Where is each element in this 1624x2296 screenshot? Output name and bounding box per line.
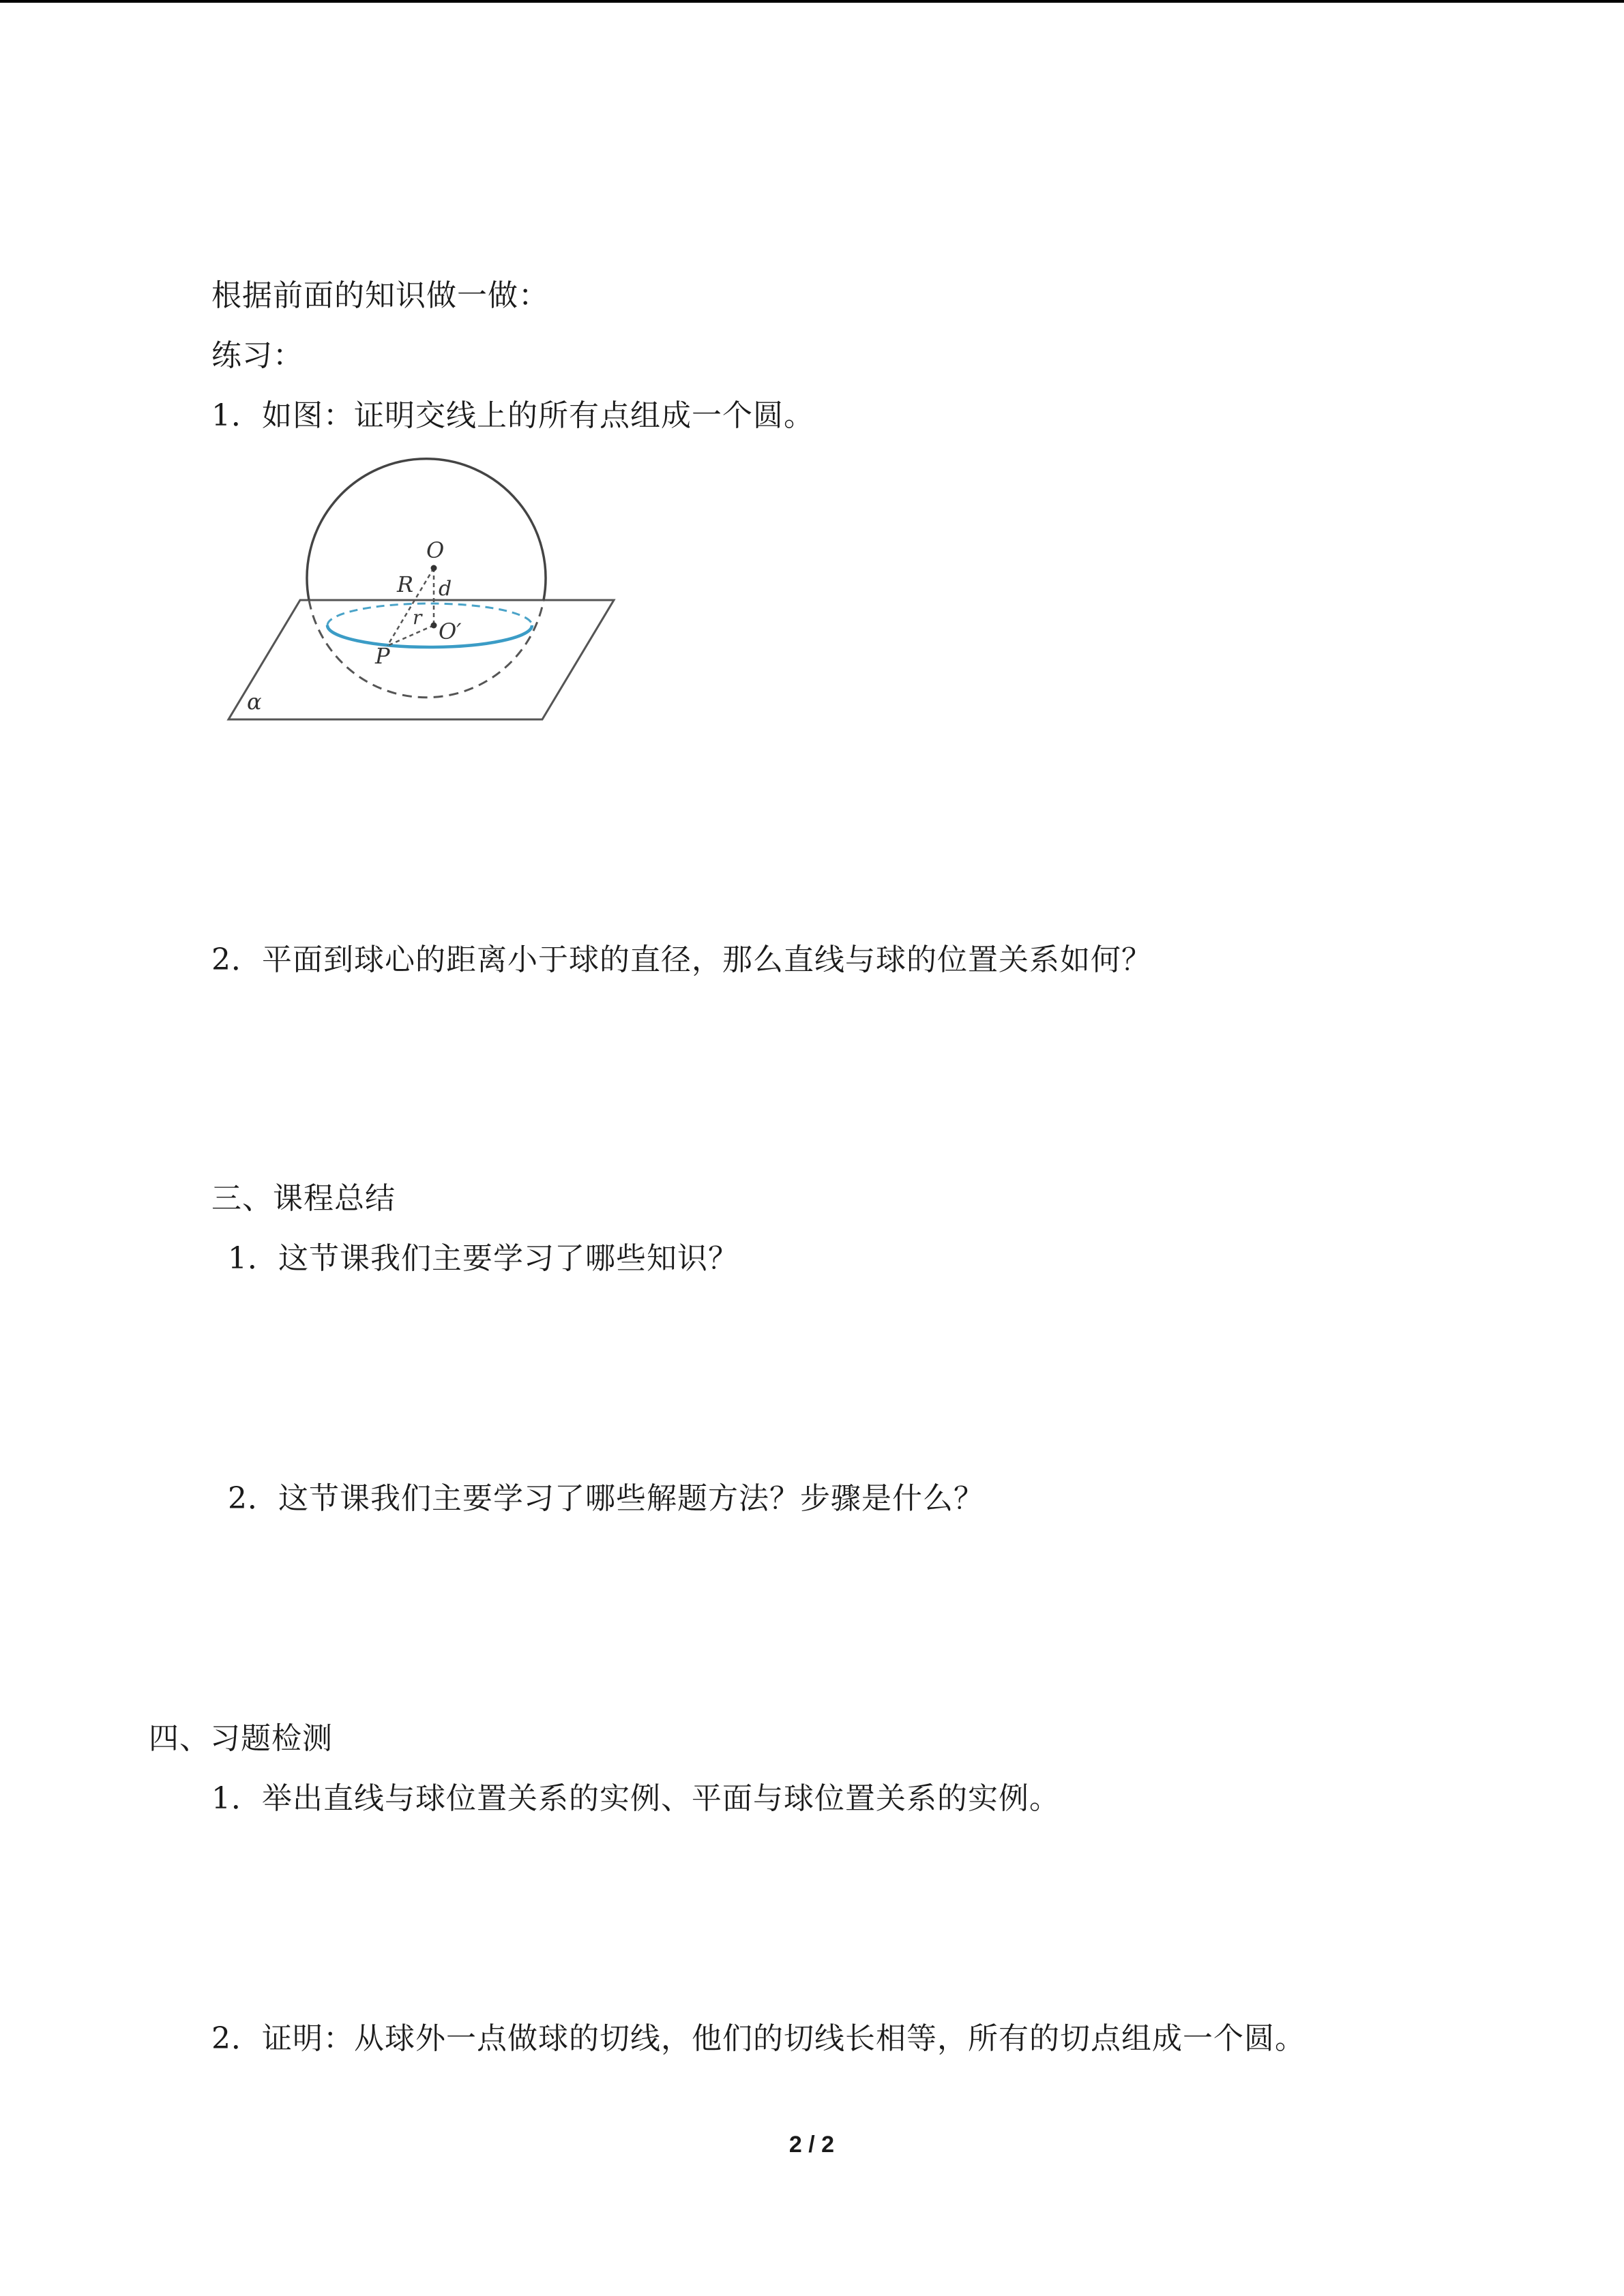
label-alpha: α — [247, 689, 262, 715]
practice-question-2: 2．平面到球心的距离小于球的直径，那么直线与球的位置关系如何？ — [211, 942, 1152, 977]
exercise-question-1: 1．举出直线与球位置关系的实例、平面与球位置关系的实例。 — [211, 1781, 1060, 1816]
label-R: R — [397, 571, 414, 597]
summary-heading: 三、课程总结 — [211, 1181, 396, 1216]
top-border-line — [0, 0, 1624, 3]
practice-question-1: 1．如图：证明交线上的所有点组成一个圆。 — [211, 398, 814, 433]
label-d: d — [439, 577, 452, 601]
exercise-heading: 四、习题检测 — [149, 1721, 333, 1756]
label-P: P — [375, 643, 390, 669]
summary-question-1: 1．这节课我们主要学习了哪些知识？ — [228, 1241, 739, 1276]
sphere-plane-figure — [205, 447, 628, 733]
intro-text: 根据前面的知识做一做： — [211, 278, 549, 313]
label-O: O — [426, 537, 445, 563]
page-number: 2 / 2 — [788, 2132, 835, 2158]
practice-heading: 练习： — [211, 338, 304, 373]
summary-question-2: 2．这节课我们主要学习了哪些解题方法？步骤是什么？ — [228, 1481, 984, 1516]
label-r: r — [413, 606, 422, 629]
label-O-prime: O′ — [439, 618, 462, 644]
exercise-question-2: 2．证明：从球外一点做球的切线，他们的切线长相等，所有的切点组成一个圆。 — [211, 2021, 1305, 2056]
